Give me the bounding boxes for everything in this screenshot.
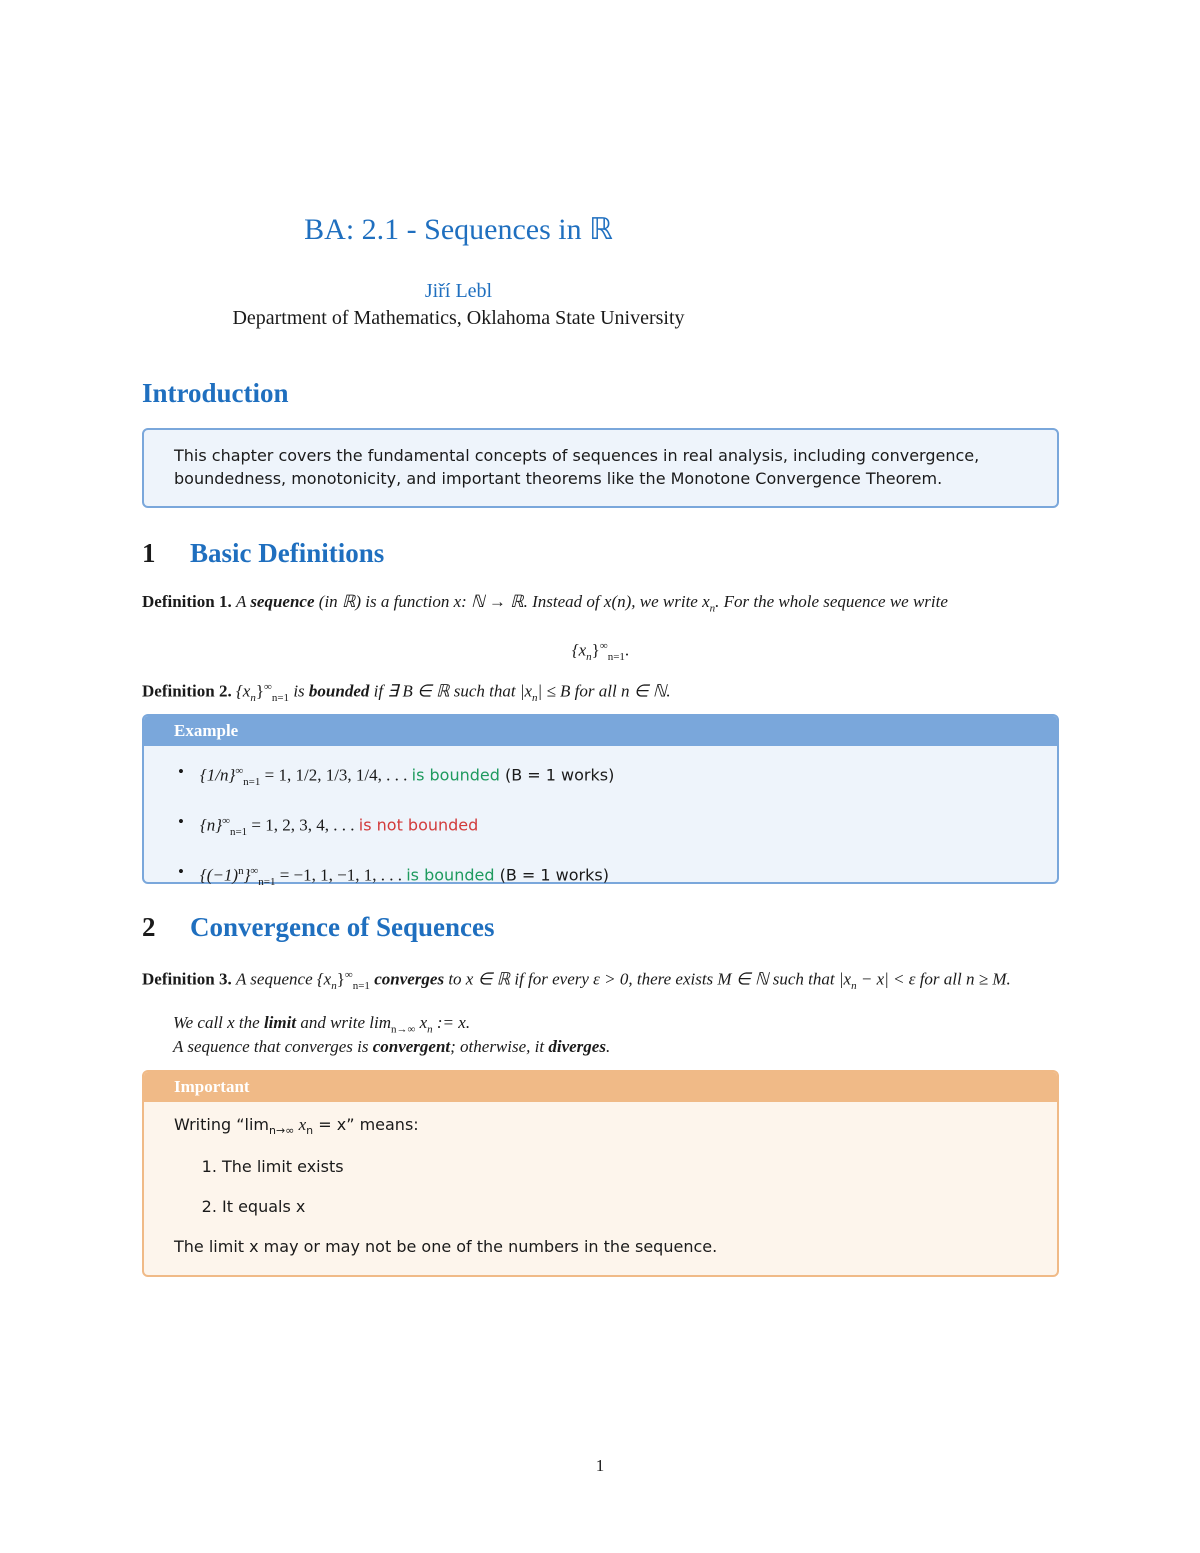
definition-3-term: converges: [374, 969, 445, 989]
definition-3-text-a: A sequence {x: [235, 969, 332, 989]
important-list: [174, 1156, 1027, 1218]
example-3-sub: n=1: [258, 876, 276, 889]
important-box: [142, 1070, 1059, 1277]
example-2-sub: n=1: [229, 826, 248, 839]
definition-2-text-a: {x: [235, 681, 251, 701]
author-affiliation: Department of Mathematics, Oklahoma State University: [232, 307, 685, 329]
display-math-index: n=1: [607, 651, 625, 664]
definition-1-term: sequence: [250, 592, 315, 611]
example-1-sub: n=1: [243, 776, 261, 789]
definition-3: [142, 964, 1059, 998]
definition-3-label: Definition 3.: [142, 969, 232, 989]
author-name: Jiří Lebl: [424, 280, 493, 302]
convergent-line-text-c: .: [605, 1037, 611, 1056]
definition-1-text-c: . For the whole sequence we write: [715, 592, 948, 611]
definition-2-sub-2: n: [532, 692, 538, 705]
intro-text: This chapter covers the fundamental concepts of sequences in real analysis, including convergence, boundedness, monotonicity, and important theorems like the Monotone Convergence Theorem.: [174, 446, 980, 488]
example-2-math: {n}: [200, 815, 223, 835]
example-2-values: = 1, 2, 3, 4, . . .: [247, 815, 359, 835]
definition-2-sup: ∞: [264, 681, 272, 693]
definition-2-text-d: if ∃ B ∈ ℝ such that |x: [369, 681, 533, 701]
section-2-title: Convergence of Sequences: [190, 912, 495, 942]
definition-3-sub: n: [331, 980, 337, 993]
definition-3-sup: ∞: [344, 969, 353, 981]
limit-term: limit: [263, 1013, 297, 1032]
important-intro-c: = x” means:: [313, 1115, 419, 1134]
page-number: 1: [595, 1456, 605, 1475]
definition-1-text-b: (in ℝ) is a function x: ℕ → ℝ. Instead of x(n), we write x: [314, 592, 710, 611]
definition-2-text-b: }: [255, 681, 264, 701]
example-2-status: is not bounded: [358, 815, 479, 835]
section-1-title: Basic Definitions: [190, 538, 385, 568]
limit-line-text-b: and write lim: [296, 1013, 391, 1032]
limit-line-sub-2: n: [427, 1023, 433, 1036]
intro-box: [142, 428, 1059, 508]
display-math-sup: ∞: [599, 640, 608, 652]
example-3-power: n: [238, 865, 244, 878]
definition-1: [142, 590, 1059, 620]
definition-1-label: Definition 1.: [142, 592, 232, 611]
important-intro: [174, 1114, 1027, 1142]
section-1-number: 1: [142, 538, 156, 568]
example-3-values: = −1, 1, −1, 1, . . .: [275, 865, 407, 885]
example-box-heading: Example: [144, 716, 1057, 746]
definition-2-term: bounded: [308, 681, 370, 701]
example-1-status: is bounded: [411, 765, 500, 785]
definition-2-text-e: | ≤ B for all n ∈ ℕ.: [537, 681, 671, 701]
example-1-math: {1/n}: [200, 765, 236, 785]
limit-line-text-c: x: [415, 1013, 428, 1032]
definition-3-text-d: − x| < ε for all n ≥ M.: [856, 969, 1011, 989]
limit-line-text-a: We call x the: [173, 1013, 264, 1032]
definition-2-text-c: is: [289, 681, 309, 701]
example-3-status: is bounded: [406, 865, 495, 885]
list-item: 2. It equals x: [222, 1196, 1027, 1218]
list-item: [200, 810, 1057, 844]
definition-3-index: n=1: [352, 980, 370, 993]
limit-line-text-d: := x.: [432, 1013, 471, 1032]
definition-3-text-b: }: [336, 969, 345, 989]
important-intro-sub-2: n: [306, 1124, 314, 1138]
limit-line-sub: n→∞: [391, 1023, 416, 1036]
definition-2-label: Definition 2.: [142, 681, 232, 701]
example-3-close: }: [243, 865, 251, 885]
list-item: 1. The limit exists: [222, 1156, 1027, 1178]
diverges-term: diverges: [548, 1037, 606, 1056]
example-1-sup: ∞: [235, 765, 244, 777]
example-1-values: = 1, 1/2, 1/3, 1/4, . . .: [260, 765, 412, 785]
definition-2: [142, 676, 1059, 710]
definition-2-index: n=1: [271, 692, 290, 705]
convergent-term: convergent: [372, 1037, 451, 1056]
convergent-line-text-b: ; otherwise, it: [450, 1037, 549, 1056]
important-intro-sub: n→∞: [269, 1124, 295, 1138]
important-footer: The limit x may or may not be one of the numbers in the sequence.: [174, 1237, 718, 1257]
important-intro-b: x: [294, 1115, 307, 1134]
display-math-sub: n: [586, 651, 592, 664]
example-box: [142, 714, 1059, 889]
display-math-end: .: [624, 640, 630, 660]
convergent-definition-line: [142, 1035, 1059, 1058]
example-3-math: {(−1): [200, 865, 239, 885]
important-box-body: [144, 1102, 1057, 1286]
display-math-open: {x: [571, 640, 587, 660]
definition-3-text-c: to x ∈ ℝ if for every ε > 0, there exists M ∈ ℕ such that |x: [444, 969, 852, 989]
section-2-heading: [142, 912, 494, 943]
example-2-sup: ∞: [222, 815, 230, 828]
intro-heading: Introduction: [142, 378, 289, 408]
document-title: BA: 2.1 - Sequences in ℝ: [304, 213, 613, 246]
definition-3-sub-2: n: [851, 980, 857, 993]
example-3-tail: (B = 1 works): [494, 865, 609, 885]
list-item: [200, 760, 1057, 794]
example-list: [144, 746, 1057, 916]
example-3-sup: ∞: [250, 865, 259, 878]
list-item: [200, 860, 1057, 894]
definition-1-subscript: n: [709, 602, 716, 615]
definition-2-sub: n: [250, 692, 256, 705]
definition-1-text-a: A: [235, 592, 251, 611]
important-intro-a: Writing “lim: [174, 1115, 269, 1134]
section-1-heading: [142, 538, 384, 569]
important-box-heading: Important: [144, 1072, 1057, 1102]
display-math-close: }: [591, 640, 600, 660]
convergent-line-text-a: A sequence that converges is: [173, 1037, 373, 1056]
example-1-tail: (B = 1 works): [499, 765, 615, 785]
section-2-number: 2: [142, 912, 156, 942]
definition-1-display-math: [142, 640, 1059, 663]
